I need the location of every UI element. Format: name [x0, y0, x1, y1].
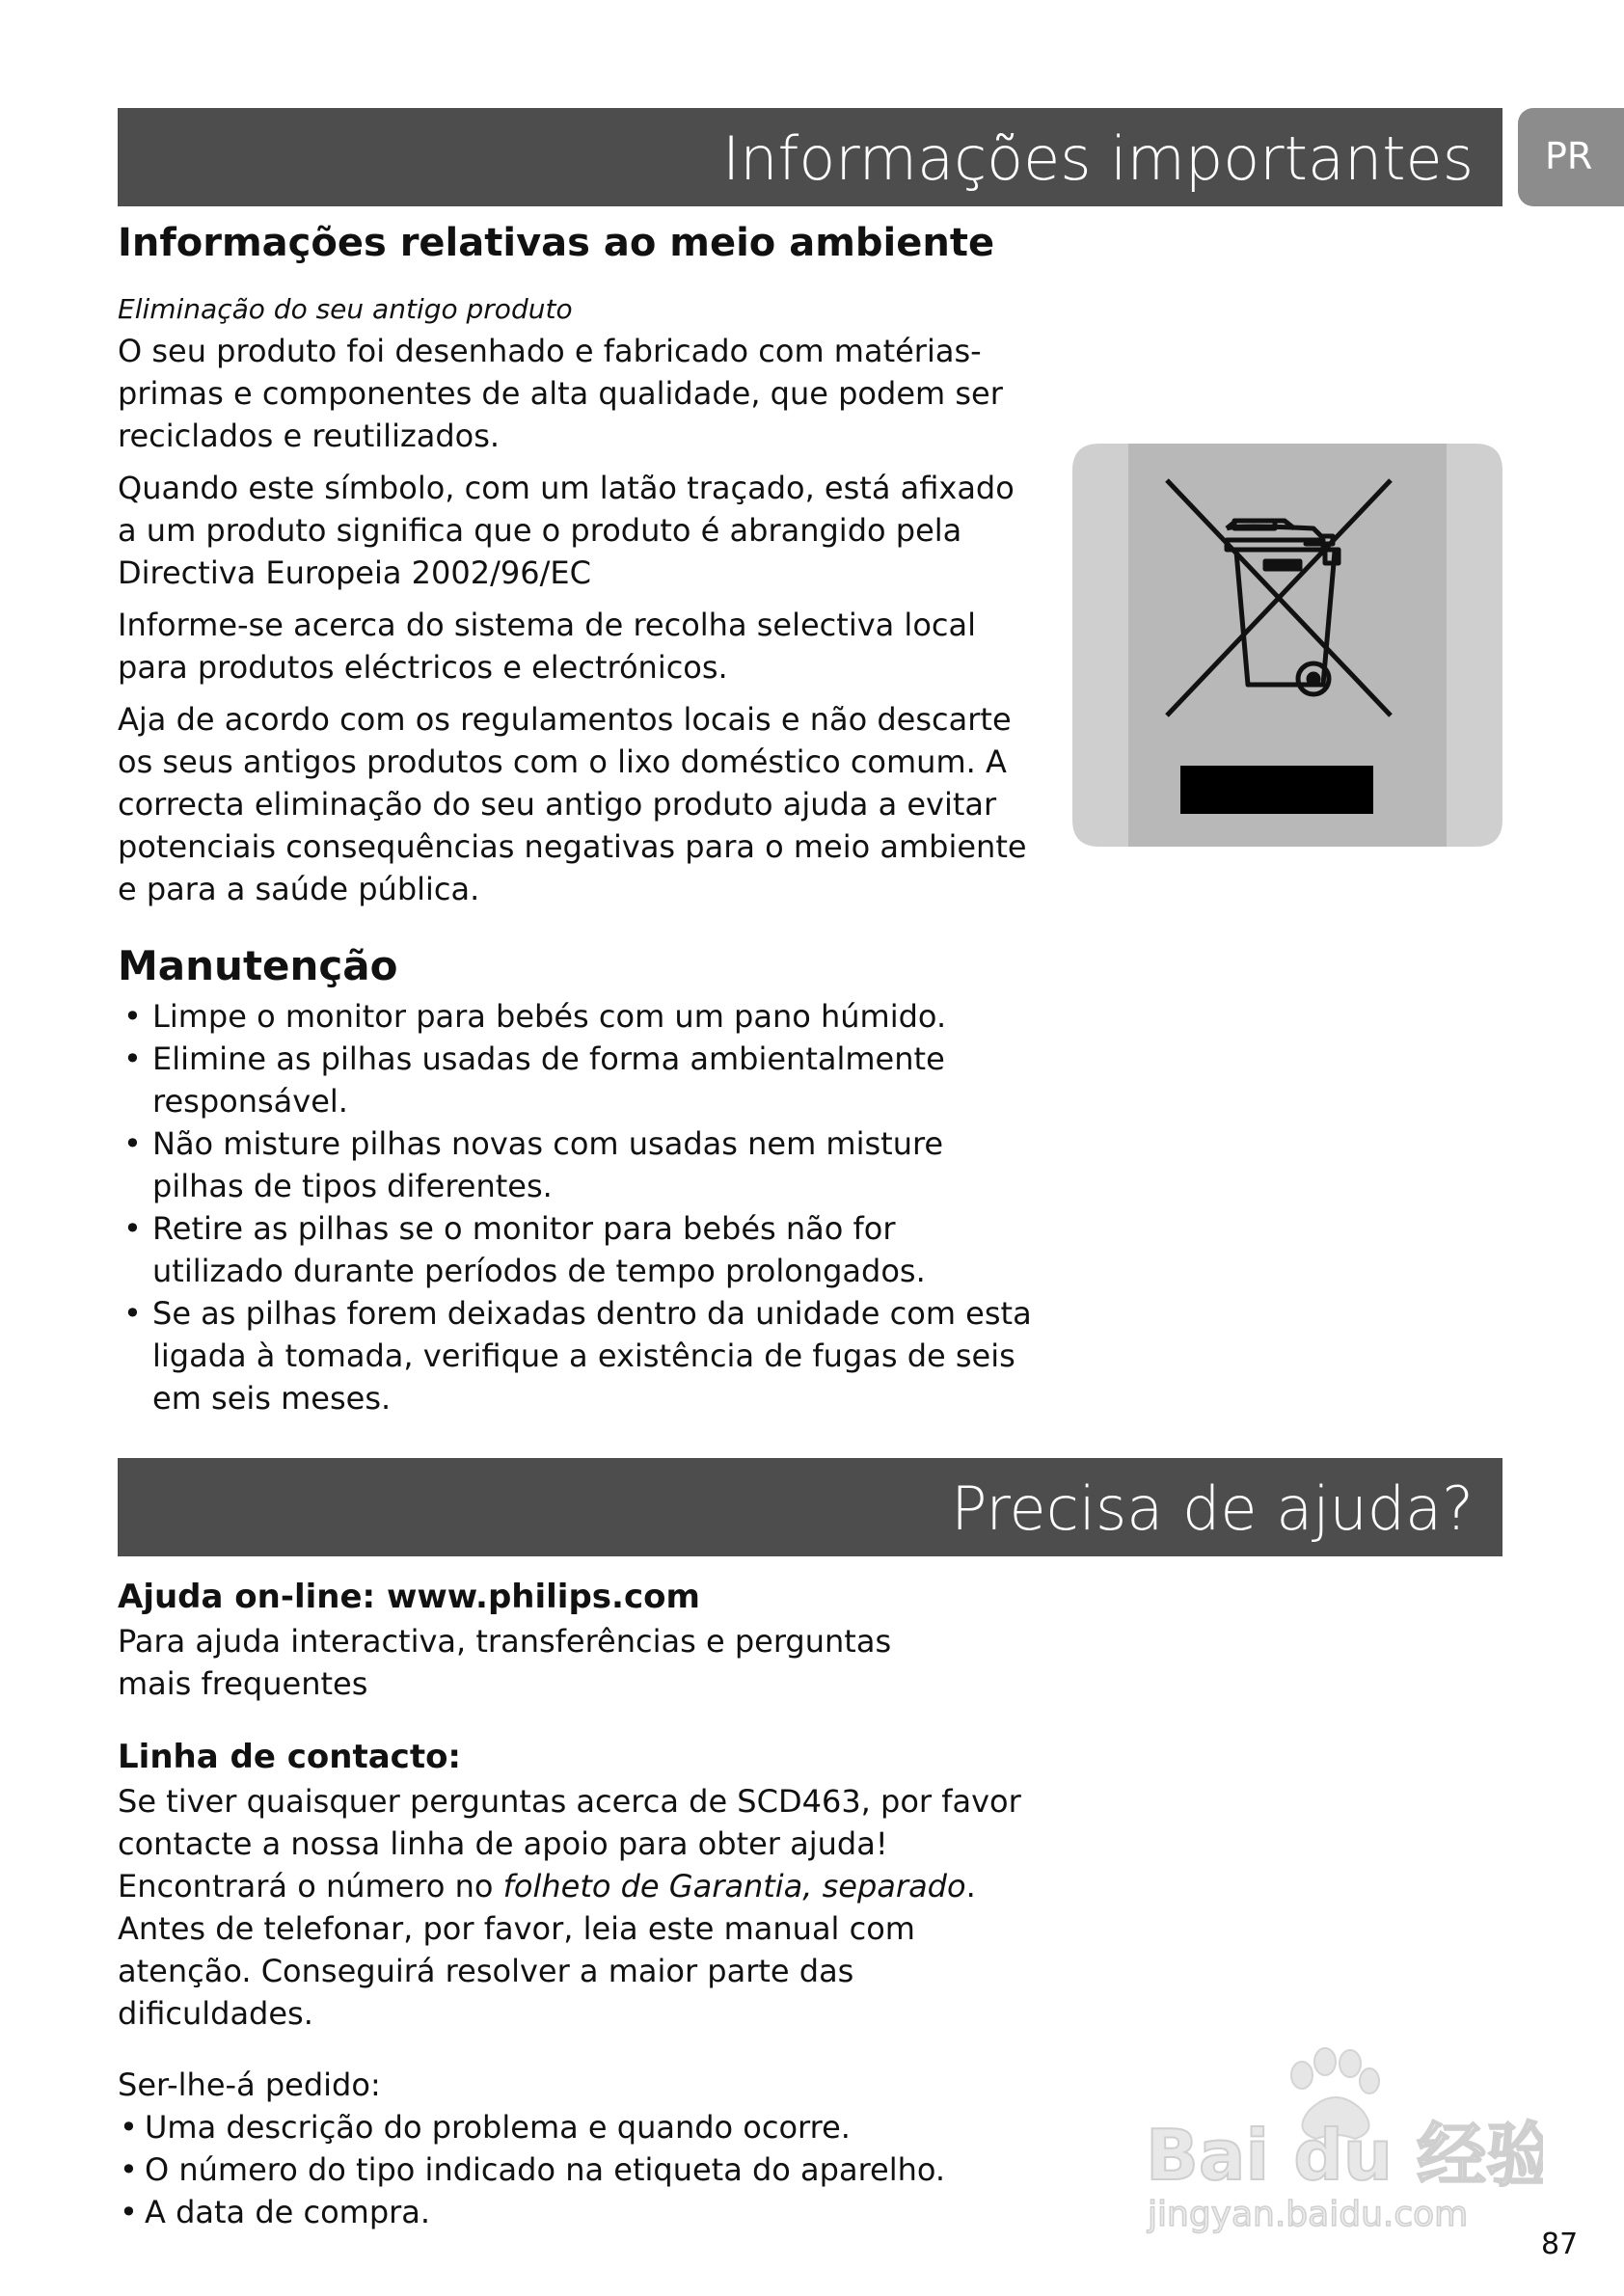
environment-paragraph-1: O seu produto foi desenhado e fabricado com matérias-primas e componentes de alta qualidade, que podem ser reciclados e reutilizados.	[118, 333, 1003, 454]
section-title: Precisa de ajuda?	[951, 1473, 1474, 1544]
contact-text	[118, 1780, 1034, 1907]
watermark-brand: Bai du 经验	[1146, 2115, 1543, 2196]
environment-paragraph-3: Informe-se acerca do sistema de recolha selectiva local para produtos eléctricos e electrónicos.	[118, 607, 976, 686]
weee-symbol-box	[1072, 444, 1502, 847]
crossed-out-wheelie-bin-icon	[1072, 444, 1502, 847]
list-item: • Retire as pilhas se o monitor para bebés não for utilizado durante períodos de tempo prolongados.	[118, 1207, 1030, 1292]
online-help-heading: Ajuda on-line: www.philips.com	[118, 1578, 700, 1616]
language-tab-label: PR	[1545, 135, 1593, 177]
maintenance-list	[118, 995, 1034, 1419]
contact-heading: Linha de contacto:	[118, 1738, 462, 1776]
maintenance-heading: Manutenção	[118, 942, 398, 989]
environment-subheading: Eliminação do seu antigo produto	[118, 293, 573, 325]
environment-section	[118, 214, 1043, 910]
environment-paragraph-4: Aja de acordo com os regulamentos locais e não descarte os seus antigos produtos com o lixo doméstico comum. A correcta eliminação do seu antigo produto ajuda a evitar potenciais consequências negativas para o meio ambiente e para a saúde pública.	[118, 701, 1027, 907]
page-number: 87	[1541, 2228, 1579, 2261]
environment-heading: Informações relativas ao meio ambiente	[118, 221, 995, 265]
asked-list	[118, 2106, 1043, 2233]
list-item: • Se as pilhas forem deixadas dentro da unidade com esta ligada à tomada, verifique a existência de fugas de seis em seis meses.	[118, 1292, 1069, 1419]
section-header-important-info	[118, 108, 1502, 206]
language-tab	[1518, 108, 1624, 206]
section-title: Informações importantes	[721, 123, 1474, 194]
online-help-text: Para ajuda interactiva, transferências e perguntas mais frequentes	[118, 1623, 892, 1702]
environment-paragraph-2: Quando este símbolo, com um latão traçado, está afixado a um produto significa que o produto é abrangido pela Directiva Europeia 2002/96/EC	[118, 470, 1015, 591]
baidu-watermark	[1138, 2035, 1543, 2237]
contact-text-2: Antes de telefonar, por favor, leia este manual com atenção. Conseguirá resolver a maior parte das dificuldades.	[118, 1910, 915, 2032]
section-header-need-help	[118, 1458, 1502, 1556]
list-item: • Uma descrição do problema e quando ocorre.	[118, 2106, 1043, 2148]
baidu-paw-icon	[1138, 2035, 1543, 2237]
watermark-url: jingyan.baidu.com	[1148, 2195, 1469, 2234]
list-item: • Elimine as pilhas usadas de forma ambientalmente responsável.	[118, 1038, 972, 1122]
maintenance-section	[118, 937, 1043, 1419]
list-item: • A data de compra.	[118, 2191, 1043, 2233]
list-item: • Não misture pilhas novas com usadas nem misture pilhas de tipos diferentes.	[118, 1122, 1030, 1207]
online-help-section	[118, 1574, 1043, 1705]
list-item: • O número do tipo indicado na etiqueta do aparelho.	[118, 2148, 1043, 2191]
contact-text-part-1: Se tiver quaisquer perguntas acerca de SCD463, por favor contacte a nossa linha de apoio para obter ajuda! Encontrará o número no	[118, 1783, 1021, 1904]
contact-section	[118, 1734, 1043, 2233]
contact-text-part-2: .	[965, 1868, 976, 1904]
list-item: • Limpe o monitor para bebés com um pano húmido.	[118, 995, 1034, 1038]
contact-text-italic: folheto de Garantia, separado	[502, 1868, 966, 1904]
asked-label: Ser-lhe-á pedido:	[118, 2066, 381, 2103]
